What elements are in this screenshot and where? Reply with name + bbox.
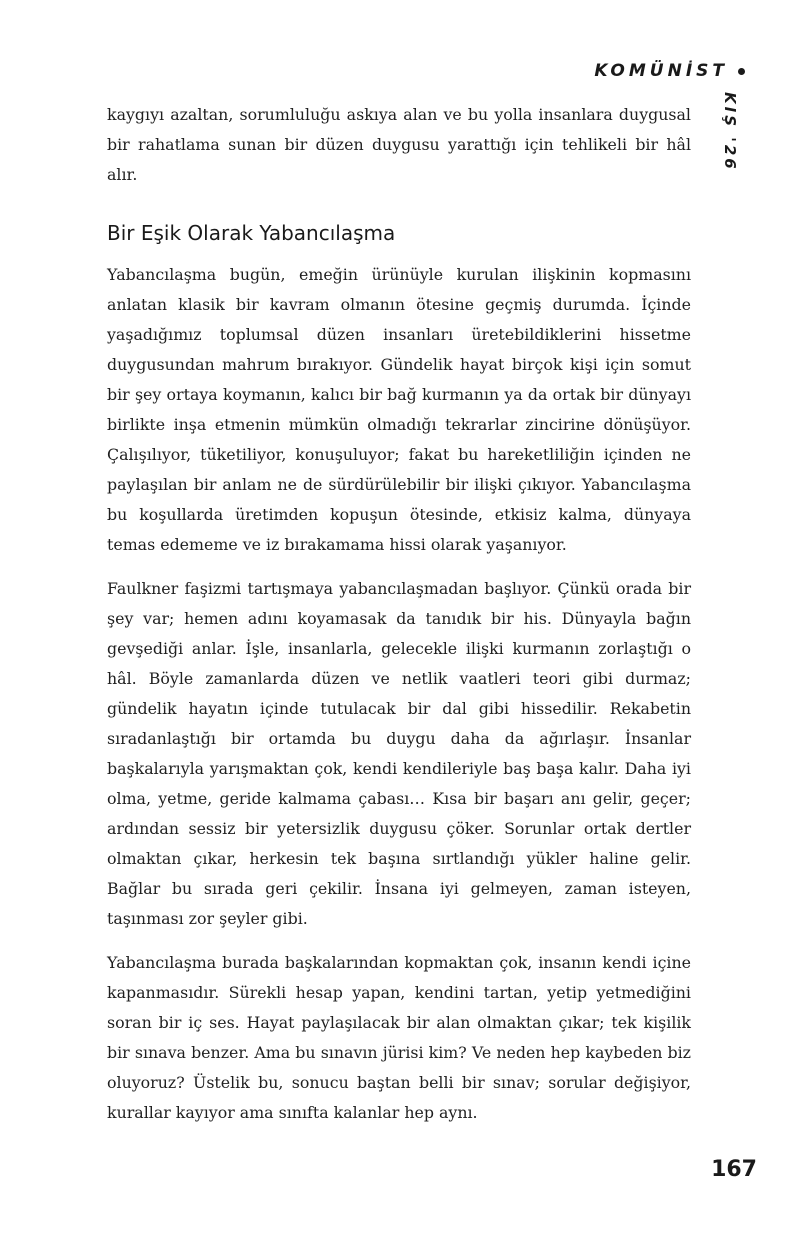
running-head: [594, 61, 745, 81]
journal-name: KOMÜNİST: [594, 61, 728, 81]
section-title: Bir Eşik Olarak Yabancılaşma: [107, 221, 396, 245]
article-body: [107, 100, 691, 1128]
paragraph-3: Yabancılaşma burada başkalarından kopmaktan çok, insanın kendi içine kapanmasıdır. Sürekli hesap yapan, kendini tartan, yetip yetmediğini soran bir iç ses. Hayat paylaşılacak bir alan olmaktan çıkar; tek kişilik bir sınava benzer. Ama bu sınavın jürisi kim? Ve neden hep kaybeden biz oluyoruz? Üstelik bu, sonucu baştan belli bir sınav; sorular değişiyor, kurallar kayıyor ama sınıfta kalanlar hep aynı.: [107, 953, 691, 1122]
paragraph-2: Faulkner faşizmi tartışmaya yabancılaşmadan başlıyor. Çünkü orada bir şey var; hemen adını koyamasak da tanıdık bir his. Dünyayla bağın gevşediği anlar. İşle, insanlarla, gelecekle ilişki kurmanın zorlaştığı o hâl. Böyle zamanlarda düzen ve netlik vaatleri teori gibi durmaz; gündelik hayatın içinde tutulacak bir dal gibi hissedilir. Rekabetin sıradanlaştığı bir ortamda bu duygu daha da ağırlaşır. İnsanlar başkalarıyla yarışmaktan çok, kendi kendileriyle baş başa kalır. Daha iyi olma, yetme, geride kalmama çabası… Kısa bir başarı anı gelir, geçer; ardından sessiz bir yetersizlik duygusu çöker. Sorunlar ortak dertler olmaktan çıkar, herkesin tek başına sırtlandığı yükler haline gelir. Bağlar bu sırada geri çekilir. İnsana iyi gelmeyen, zaman isteyen, taşınması zor şeyler gibi.: [107, 579, 691, 928]
page-number: 167: [711, 1157, 757, 1182]
bullet-dot-icon: [738, 68, 745, 75]
paragraph-intro: kaygıyı azaltan, sorumluluğu askıya alan ve bu yolla insanlara duygusal bir rahatlama sunan bir düzen duygusu yarattığı için tehlikeli bir hâl alır.: [107, 105, 691, 184]
paragraph-1: Yabancılaşma bugün, emeğin ürünüyle kurulan ilişkinin kopmasını anlatan klasik bir kavram olmanın ötesine geçmiş durumda. İçinde yaşadığımız toplumsal düzen insanları üretebildiklerini hissetme duygusundan mahrum bırakıyor. Gündelik hayat birçok kişi için somut bir şey ortaya koymanın, kalıcı bir bağ kurmanın ya da ortak bir dünyayı birlikte inşa etmenin mümkün olmadığı tekrarlar zincirine dönüşüyor. Çalışılıyor, tüketiliyor, konuşuluyor; fakat bu hareketliliğin içinden ne paylaşılan bir anlam ne de sürdürülebilir bir ilişki çıkıyor. Yabancılaşma bu koşullarda üretimden kopuşun ötesinde, etkisiz kalma, dünyaya temas edememe ve iz bırakamama hissi olarak yaşanıyor.: [107, 265, 691, 554]
issue-label: KIŞ '26: [721, 92, 739, 172]
